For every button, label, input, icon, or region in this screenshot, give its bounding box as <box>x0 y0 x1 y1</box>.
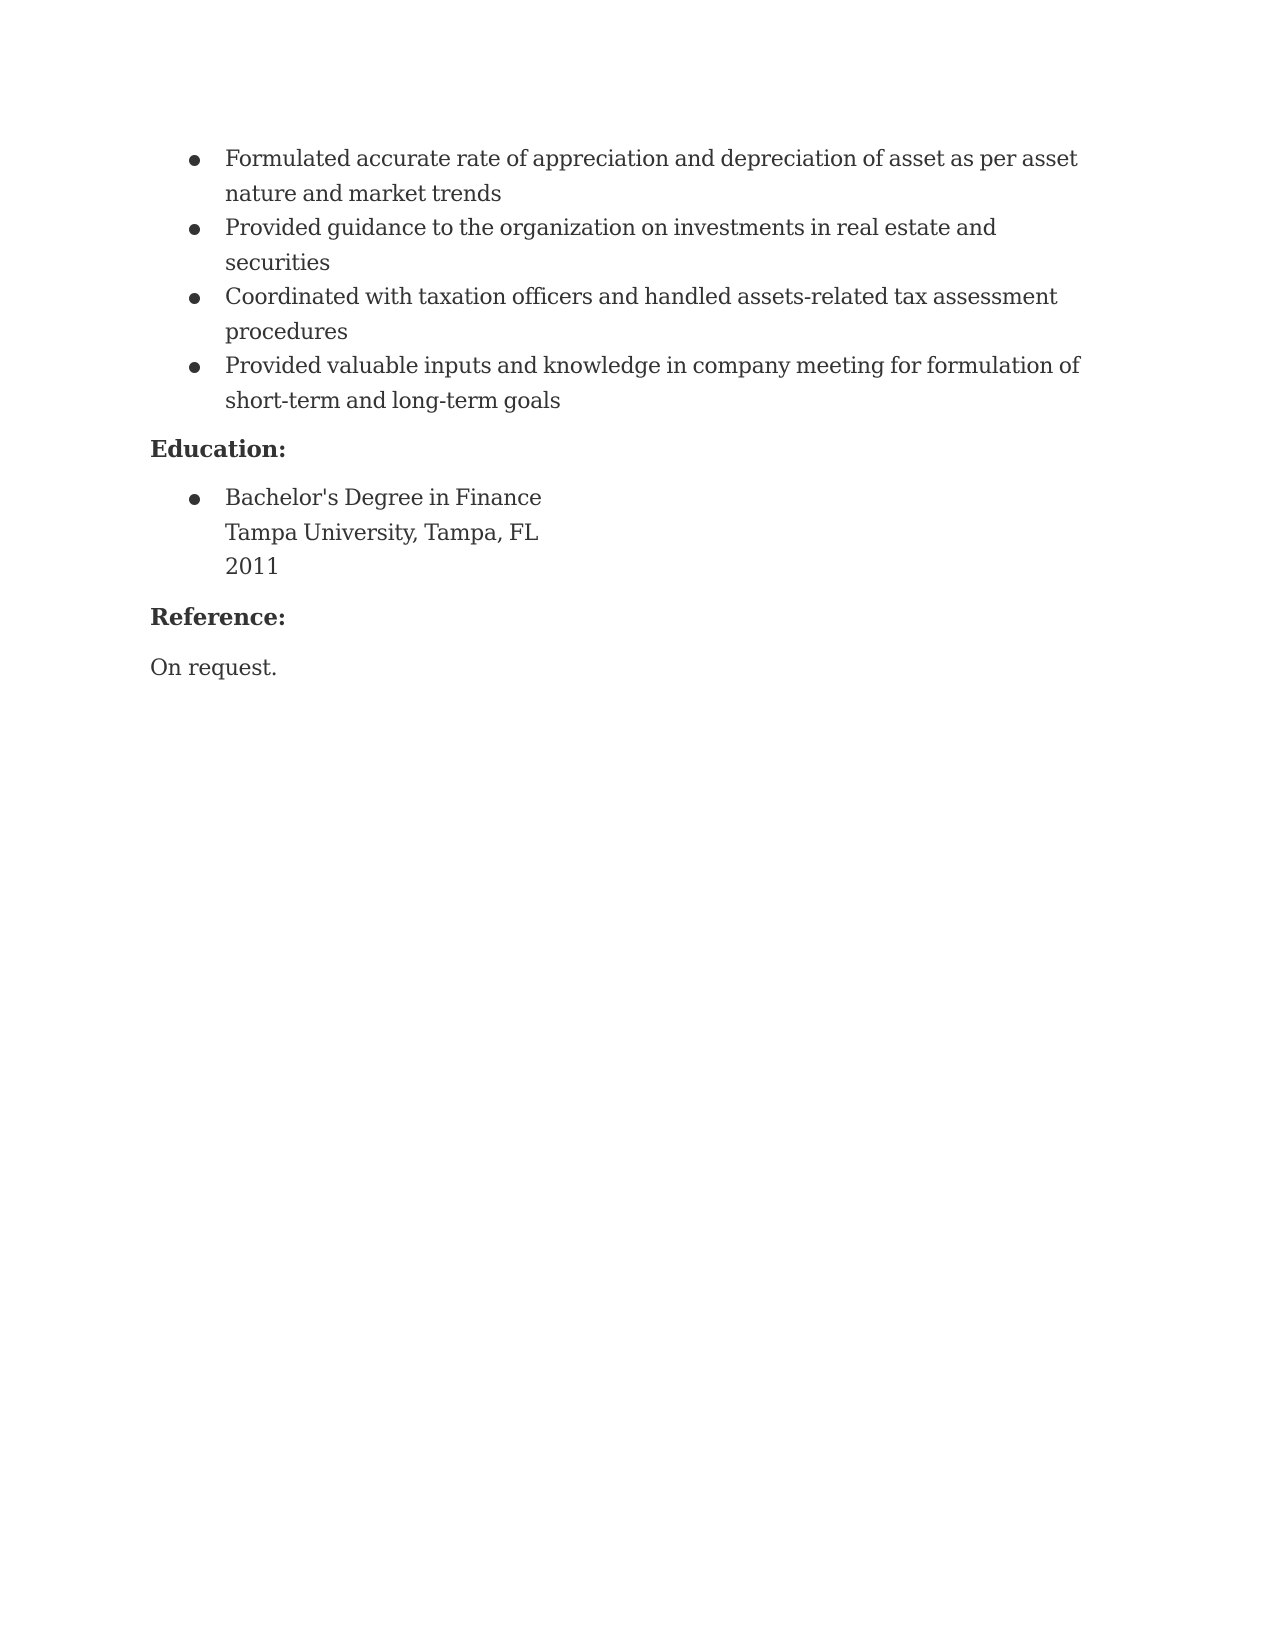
bullet-icon <box>189 224 200 235</box>
bullet-text-line: short-term and long-term goals <box>225 388 561 414</box>
bullet-icon <box>189 155 200 166</box>
bullet-text-line: nature and market trends <box>225 181 502 207</box>
bullet-text-line: Coordinated with taxation officers and handled assets-related tax assessment <box>225 285 1058 310</box>
bullet-text-line: Provided guidance to the organization on investments in real estate and <box>225 216 997 241</box>
graduation-year: 2011 <box>225 555 280 580</box>
bullet-text-line: securities <box>225 250 331 276</box>
education-list <box>150 482 1110 586</box>
reference-heading: Reference: <box>150 603 286 631</box>
bullet-text-line: Provided valuable inputs and knowledge in company meeting for formulation of <box>225 354 1080 379</box>
bullet-text-line: Formulated accurate rate of appreciation and depreciation of asset as per asset <box>225 147 1078 172</box>
bullet-icon <box>189 494 200 505</box>
reference-text: On request. <box>150 655 278 681</box>
school-text: Tampa University, Tampa, FL <box>225 520 539 546</box>
resume-content <box>150 143 1110 686</box>
list-item <box>150 143 1110 212</box>
list-item <box>150 212 1110 281</box>
bullet-text-line: procedures <box>225 319 348 345</box>
education-item <box>150 482 1110 586</box>
education-heading: Education: <box>150 436 287 463</box>
bullet-icon <box>189 362 200 373</box>
list-item <box>150 350 1110 419</box>
degree-text: Bachelor's Degree in Finance <box>225 486 542 511</box>
bullet-icon <box>189 293 200 304</box>
experience-bullet-list <box>150 143 1110 419</box>
list-item <box>150 281 1110 350</box>
